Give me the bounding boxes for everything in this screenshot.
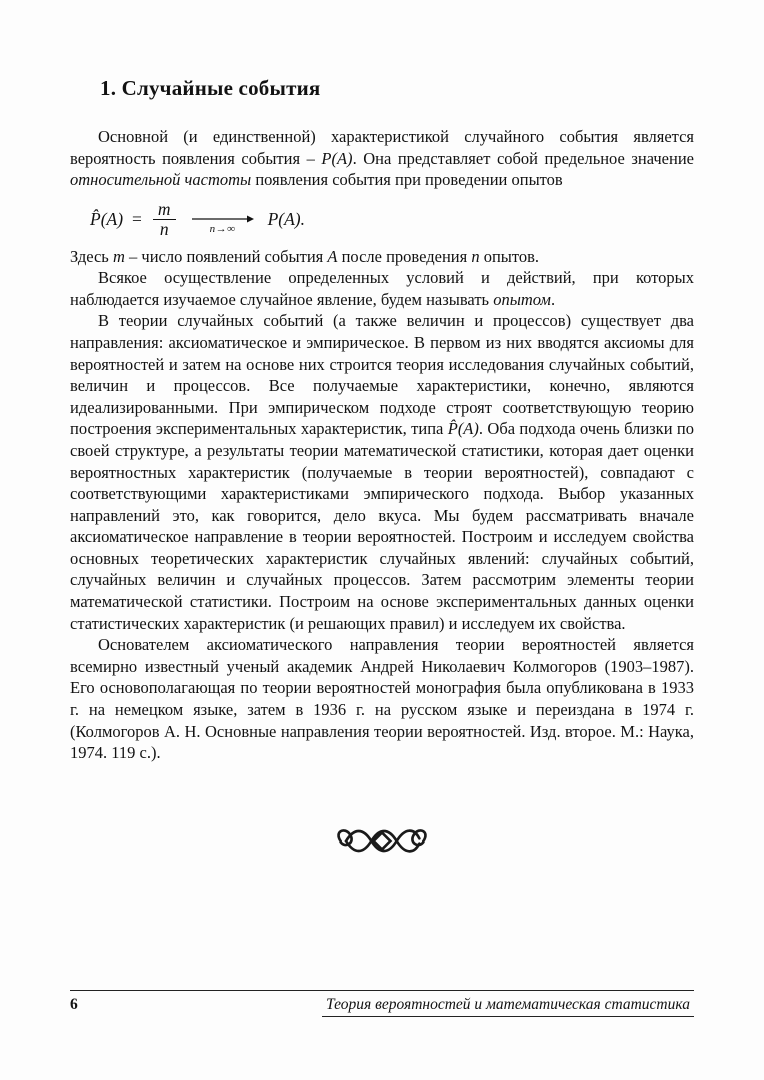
fraction-numerator: m <box>157 198 171 219</box>
math-inline-pa: P(A) <box>321 148 353 168</box>
page-footer <box>70 990 694 1017</box>
ornament-row <box>70 822 694 860</box>
paragraph-experiment <box>70 267 694 310</box>
paragraph-intro <box>70 126 694 191</box>
paragraph-kolmogorov <box>70 634 694 764</box>
text-run: Основателем аксиоматического направления теории вероятностей является всемирно известный ученый академик Андрей Николаевич Колмогоров (1903–1987). Его основополагающая по теории вероятностей монография была опубликована в 1933 г. на немецком языке, затем в 1936 г. на русском языке и переиздана в 1974 г. (Колмогоров А. Н. Основные направления теории вероятностей. Изд. второе. М.: Наука, 1974. 119 с.). <box>70 635 694 763</box>
limit-label: n→∞ <box>209 222 236 235</box>
fraction-denominator: n <box>153 219 176 239</box>
text-block <box>70 0 694 860</box>
equals-sign: = <box>132 208 142 229</box>
emphasis-run: опытом <box>493 289 551 309</box>
running-title: Теория вероятностей и математическая статистика <box>322 996 694 1017</box>
page-number: 6 <box>70 996 78 1013</box>
math-result-term: P(A). <box>267 208 305 229</box>
formula-probability-limit <box>90 200 694 239</box>
math-inline-phat: P̂(A) <box>447 419 479 439</box>
paragraph-definition-m <box>70 246 694 268</box>
text-run: Всякое осуществление определенных условий и действий, при которых наблюдается изучаемое случайное явление, будем называть <box>70 268 694 309</box>
text-run: Здесь <box>70 246 113 266</box>
text-run: . Оба подхода очень близки по своей структуре, а результаты теории математической статистики, которая дает оценки вероятностных характеристик (получаемые в теории вероятностей), совпадают с соответствующими характеристиками эмпирического подхода. Выбор указанных направлений это, как говорится, дело вкуса. Мы будем рассматривать вначале аксиоматическое направление в теории вероятностей. Построим и исследуем свойства основных теоретических характеристик случайных явлений: случайных событий, случайных величин и случайных процессов. Затем рассмотрим элементы теории математической статистики. Построим на основе экспериментальных данных оценки статистических характеристик (и решающих правил) и исследуем их свойства. <box>70 419 694 633</box>
math-var-n: n <box>471 246 480 266</box>
math-var-m: m <box>112 246 125 266</box>
limit-arrow-group <box>191 214 255 235</box>
text-run: В теории случайных событий (а также величин и процессов) существует два направления: аксиоматическое и эмпирическое. В первом из них вводятся аксиомы для вероятностей и затем на основе них строится теория исследования случайных событий, величин и процессов. Все получаемые характеристики, конечно, являются идеализированными. При эмпирическом подходе строят соответствующую теорию построения экспериментальных характеристик, типа <box>70 311 694 439</box>
knot-ornament-icon <box>330 822 434 860</box>
text-run: – число появлений события <box>124 246 328 266</box>
text-run: . <box>550 289 556 309</box>
math-var-a: A <box>327 246 338 266</box>
chapter-title: 1. Случайные события <box>100 76 321 100</box>
text-run: опытов. <box>479 246 540 266</box>
paragraph-directions <box>70 310 694 634</box>
fraction <box>151 200 178 239</box>
text-run: Основной (и единственной) характеристикой случайного события является вероятность появления события – <box>70 127 694 168</box>
text-run: появления события при проведении опытов <box>251 170 563 190</box>
math-phat-term: P̂(A) <box>90 208 124 229</box>
text-run: . Она представляет собой предельное значение <box>352 148 694 168</box>
emphasis-run: относительной частоты <box>70 170 252 190</box>
text-run: после проведения <box>337 246 472 266</box>
